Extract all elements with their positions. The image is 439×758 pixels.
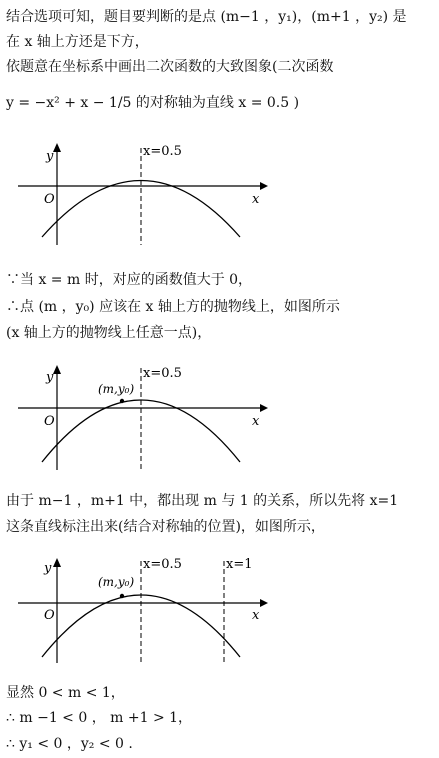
symmetry-axis-label: x=0.5 (143, 144, 182, 159)
x-axis-label: x (252, 414, 260, 429)
para4-line1: 显然 0 < m < 1， (6, 685, 125, 701)
x-axis-label: x (252, 192, 260, 207)
para1-line3: 依题意在坐标系中画出二次函数的大致图象(二次函数 (6, 59, 334, 75)
para2-line2: ∴点 (m ，y₀) 应该在 x 轴上方的抛物线上，如图所示 (6, 299, 340, 315)
x-axis-arrow-icon (260, 599, 268, 607)
x-axis-label: x (252, 608, 260, 623)
para4-line3: ∴ y₁ < 0 ，y₂ < 0 . (6, 736, 133, 752)
parabola-figure-1 (10, 140, 270, 250)
origin-label: O (44, 608, 55, 623)
y-axis-label: y (46, 149, 54, 164)
y-axis-arrow-icon (53, 143, 61, 152)
x-axis-arrow-icon (260, 182, 268, 190)
para1-line4: y = −x² + x − 1/5 的对称轴为直线 x = 0.5 ) (6, 95, 300, 111)
symmetry-axis-label: x=0.5 (143, 366, 182, 381)
para4-line2: ∴ m −1 < 0 ， m +1 > 1， (6, 710, 193, 726)
parabola-figure-2 (10, 360, 270, 475)
origin-label: O (44, 414, 55, 429)
x-axis-arrow-icon (260, 404, 268, 412)
point-label: (m,y₀) (98, 575, 135, 589)
y-axis-label: y (44, 561, 52, 576)
y-axis-label: y (46, 370, 54, 385)
para3-line1: 由于 m−1 ，m+1 中，都出现 m 与 1 的关系，所以先将 x=1 (6, 493, 399, 509)
parabola-figure-3 (10, 553, 270, 668)
point-m-y0 (120, 399, 124, 403)
para2-line3: (x 轴上方的抛物线上任意一点)， (6, 325, 212, 341)
point-m-y0 (120, 594, 124, 598)
para2-line1: ∵当 x = m 时，对应的函数值大于 0， (6, 272, 253, 288)
origin-label: O (44, 192, 55, 207)
line-x-equals-1-label: x=1 (226, 557, 253, 572)
para3-line2: 这条直线标注出来(结合对称轴的位置)，如图所示， (6, 519, 325, 535)
para1-line2: 在 x 轴上方还是下方， (6, 34, 149, 50)
symmetry-axis-label: x=0.5 (143, 557, 182, 572)
y-axis-arrow-icon (53, 365, 61, 374)
point-label: (m,y₀) (98, 382, 135, 396)
y-axis-arrow-icon (53, 558, 61, 567)
para1-line1: 结合选项可知，题目要判断的是点 (m−1 ，y₁)，(m+1 ，y₂) 是 (6, 9, 407, 25)
